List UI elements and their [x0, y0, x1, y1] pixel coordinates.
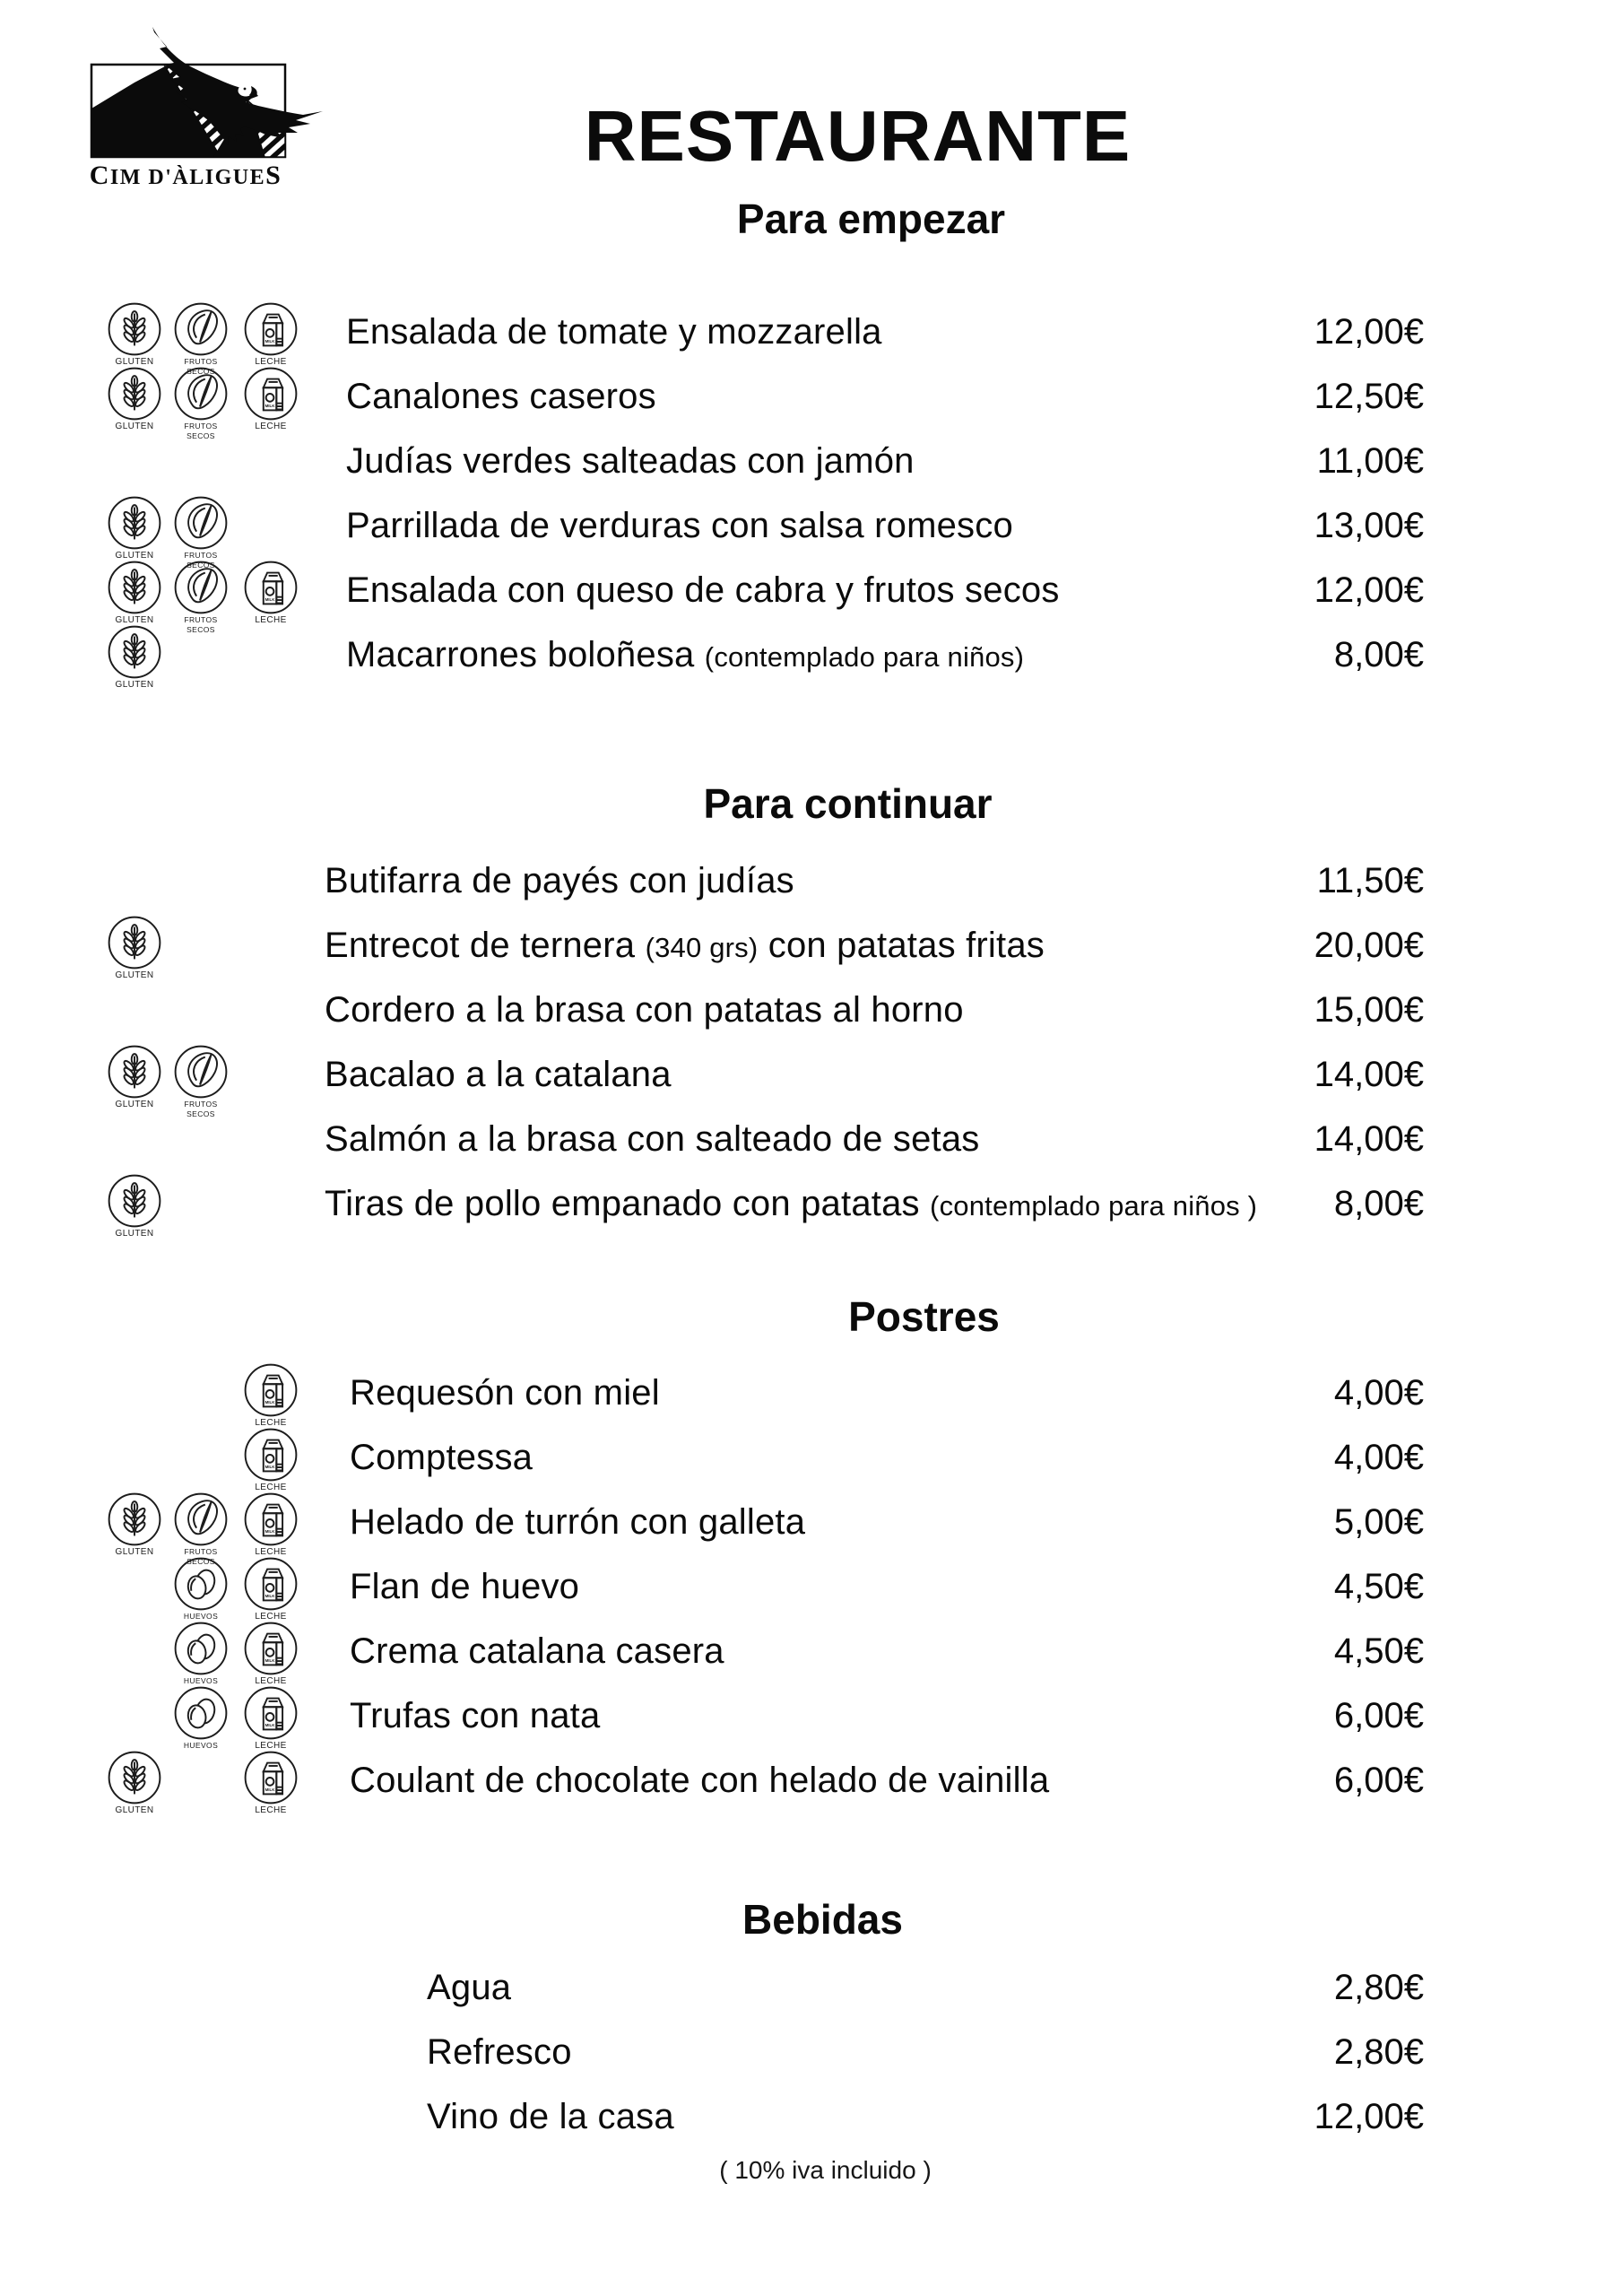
menu-item-name: Canalones caseros: [346, 376, 656, 416]
menu-item-row: [0, 1425, 1622, 1490]
huevos-icon: [170, 1685, 231, 1751]
menu-item-name: Agua: [427, 1967, 512, 2007]
menu-item-name: Trufas con nata: [350, 1695, 601, 1735]
menu-item-row: [0, 978, 1622, 1042]
menu-item-row: [0, 1107, 1622, 1171]
menu-item-price: 12,50€: [1314, 376, 1424, 416]
menu-item-price: 4,50€: [1333, 1631, 1424, 1671]
menu-item-row: [0, 1955, 1622, 2020]
section-items-para-continuar: [0, 848, 1622, 1239]
leche-icon: [240, 366, 301, 431]
leche-icon: [240, 1750, 301, 1815]
svg-text:MILK: MILK: [265, 1594, 275, 1599]
section-heading-para-empezar: Para empezar: [736, 196, 1006, 242]
gluten-icon: [104, 495, 165, 561]
gluten-icon: [104, 1044, 165, 1109]
allergen-label: FRUTOS SECOS: [184, 551, 218, 570]
menu-item-name: Cordero a la brasa con patatas al horno: [325, 989, 964, 1030]
allergen-label: LECHE: [255, 357, 287, 367]
leche-icon: [240, 1362, 301, 1428]
allergen-label: LECHE: [255, 615, 287, 625]
allergen-label: GLUTEN: [115, 615, 154, 625]
menu-item-price: 12,00€: [1314, 311, 1424, 352]
menu-item-price: 2,80€: [1333, 2031, 1424, 2072]
huevos-icon: [170, 1621, 231, 1686]
svg-text:MILK: MILK: [265, 1658, 275, 1664]
svg-text:MILK: MILK: [265, 1465, 275, 1470]
menu-item-name: Comptessa: [350, 1437, 533, 1477]
menu-item-note: (340 grs): [645, 931, 759, 963]
leche-icon: [240, 1427, 301, 1492]
menu-item-price: 5,00€: [1333, 1501, 1424, 1542]
menu-item-price: 11,00€: [1316, 440, 1424, 481]
page-title: RESTAURANTE: [584, 96, 1132, 176]
menu-item-price: 15,00€: [1314, 989, 1424, 1030]
menu-item-name: Ensalada de tomate y mozzarella: [346, 311, 882, 352]
menu-item-row: [0, 1042, 1622, 1118]
menu-item-price: 12,00€: [1314, 2096, 1424, 2136]
leche-icon: [240, 1685, 301, 1751]
gluten-icon: [104, 301, 165, 367]
menu-item-name: Tiras de pollo empanado con patatas (contemplado para niños ): [325, 1183, 1258, 1223]
allergen-label: FRUTOS SECOS: [184, 615, 218, 634]
menu-item-row: [0, 1171, 1622, 1239]
menu-item-name: Macarrones boloñesa (contemplado para niños): [346, 634, 1025, 674]
menu-item-row: [0, 2084, 1622, 2149]
allergen-label: FRUTOS SECOS: [184, 357, 218, 376]
menu-item-note: (contemplado para niños ): [930, 1189, 1258, 1222]
menu-item-price: 2,80€: [1333, 1967, 1424, 2007]
menu-item-row: [0, 300, 1622, 376]
menu-item-row: [0, 558, 1622, 634]
svg-text:MILK: MILK: [265, 404, 275, 409]
allergen-label: FRUTOS SECOS: [184, 1547, 218, 1566]
menu-item-price: 12,00€: [1314, 570, 1424, 610]
leche-icon: [240, 1621, 301, 1686]
menu-item-name: Butifarra de payés con judías: [325, 860, 794, 900]
allergen-label: LECHE: [255, 1547, 287, 1557]
allergen-label: HUEVOS: [183, 1741, 219, 1750]
allergen-label: GLUTEN: [115, 1100, 154, 1109]
allergen-label: FRUTOS SECOS: [184, 1100, 218, 1118]
allergen-label: LECHE: [255, 1805, 287, 1815]
menu-item-row: [0, 1619, 1622, 1686]
leche-icon: [240, 1556, 301, 1622]
vat-note: ( 10% iva incluido ): [719, 2156, 932, 2184]
menu-item-note: (contemplado para niños): [704, 640, 1025, 673]
menu-item-row: [0, 1683, 1622, 1751]
leche-icon: [240, 560, 301, 625]
gluten-icon: [104, 366, 165, 431]
menu-item-price: 14,00€: [1314, 1118, 1424, 1159]
gluten-icon: [104, 624, 165, 690]
menu-item-price: 4,50€: [1333, 1566, 1424, 1606]
allergen-label: HUEVOS: [183, 1612, 219, 1621]
gluten-icon: [104, 1492, 165, 1557]
menu-item-name-suffix: con patatas fritas: [768, 925, 1045, 965]
svg-text:MILK: MILK: [265, 1723, 275, 1728]
section-heading-postres: Postres: [848, 1293, 1000, 1340]
allergen-label: FRUTOS SECOS: [184, 422, 218, 440]
menu-item-name: Flan de huevo: [350, 1566, 580, 1606]
allergen-label: GLUTEN: [115, 357, 154, 367]
menu-item-row: [0, 1748, 1622, 1813]
menu-item-name: Entrecot de ternera (340 grs) con patatas fritas: [325, 925, 1045, 965]
allergen-label: LECHE: [255, 1741, 287, 1751]
section-items-bebidas: [0, 1955, 1622, 2149]
svg-text:MILK: MILK: [265, 597, 275, 603]
allergen-label: GLUTEN: [115, 1805, 154, 1815]
svg-text:MILK: MILK: [265, 339, 275, 344]
menu-item-row: [0, 1554, 1622, 1622]
menu-item-price: 8,00€: [1333, 634, 1424, 674]
menu-item-row: [0, 848, 1622, 913]
allergen-label: GLUTEN: [115, 551, 154, 561]
menu-item-row: [0, 364, 1622, 440]
menu-item-price: 20,00€: [1314, 925, 1424, 965]
allergen-label: GLUTEN: [115, 970, 154, 980]
menu-item-row: [0, 1490, 1622, 1566]
menu-item-name: Bacalao a la catalana: [325, 1054, 672, 1094]
menu-item-name: Helado de turrón con galleta: [350, 1501, 806, 1542]
menu-item-row: [0, 2020, 1622, 2084]
menu-item-price: 13,00€: [1314, 505, 1424, 545]
logo-text: CIM D'ÀLIGUES: [89, 161, 282, 190]
leche-icon: [240, 301, 301, 367]
menu-item-name: Salmón a la brasa con salteado de setas: [325, 1118, 980, 1159]
menu-item-name: Crema catalana casera: [350, 1631, 724, 1671]
menu-item-price: 4,00€: [1333, 1437, 1424, 1477]
menu-item-price: 6,00€: [1333, 1760, 1424, 1800]
svg-text:MILK: MILK: [265, 1400, 275, 1405]
allergen-label: LECHE: [255, 1483, 287, 1492]
section-heading-para-continuar: Para continuar: [703, 780, 993, 827]
menu-item-price: 4,00€: [1333, 1372, 1424, 1413]
allergen-label: GLUTEN: [115, 422, 154, 431]
menu-item-name: Requesón con miel: [350, 1372, 660, 1413]
section-items-postres: [0, 1361, 1622, 1813]
menu-item-name: Judías verdes salteadas con jamón: [346, 440, 915, 481]
section-heading-bebidas: Bebidas: [742, 1896, 903, 1943]
gluten-icon: [104, 560, 165, 625]
menu-item-row: [0, 1361, 1622, 1428]
allergen-label: GLUTEN: [115, 680, 154, 690]
menu-item-price: 8,00€: [1333, 1183, 1424, 1223]
svg-text:MILK: MILK: [265, 1787, 275, 1793]
menu-item-price: 6,00€: [1333, 1695, 1424, 1735]
menu-item-name: Parrillada de verduras con salsa romesco: [346, 505, 1013, 545]
menu-item-price: 11,50€: [1316, 860, 1424, 900]
section-items-para-empezar: [0, 300, 1622, 690]
menu-item-name: Refresco: [427, 2031, 572, 2072]
allergen-label: HUEVOS: [183, 1676, 219, 1685]
allergen-label: GLUTEN: [115, 1547, 154, 1557]
allergen-label: LECHE: [255, 1612, 287, 1622]
menu-item-row: [0, 429, 1622, 493]
menu-item-row: [0, 622, 1622, 690]
svg-text:MILK: MILK: [265, 1529, 275, 1535]
leche-icon: [240, 1492, 301, 1557]
menu-item-row: [0, 493, 1622, 570]
menu-item-name: Coulant de chocolate con helado de vainilla: [350, 1760, 1050, 1800]
menu-item-name: Vino de la casa: [427, 2096, 674, 2136]
allergen-label: LECHE: [255, 1418, 287, 1428]
allergen-label: GLUTEN: [115, 1229, 154, 1239]
allergen-label: LECHE: [255, 1676, 287, 1686]
menu-item-name: Ensalada con queso de cabra y frutos secos: [346, 570, 1060, 610]
menu-item-price: 14,00€: [1314, 1054, 1424, 1094]
gluten-icon: [104, 915, 165, 980]
huevos-icon: [170, 1556, 231, 1622]
gluten-icon: [104, 1750, 165, 1815]
menu-item-row: [0, 913, 1622, 978]
gluten-icon: [104, 1173, 165, 1239]
allergen-label: LECHE: [255, 422, 287, 431]
